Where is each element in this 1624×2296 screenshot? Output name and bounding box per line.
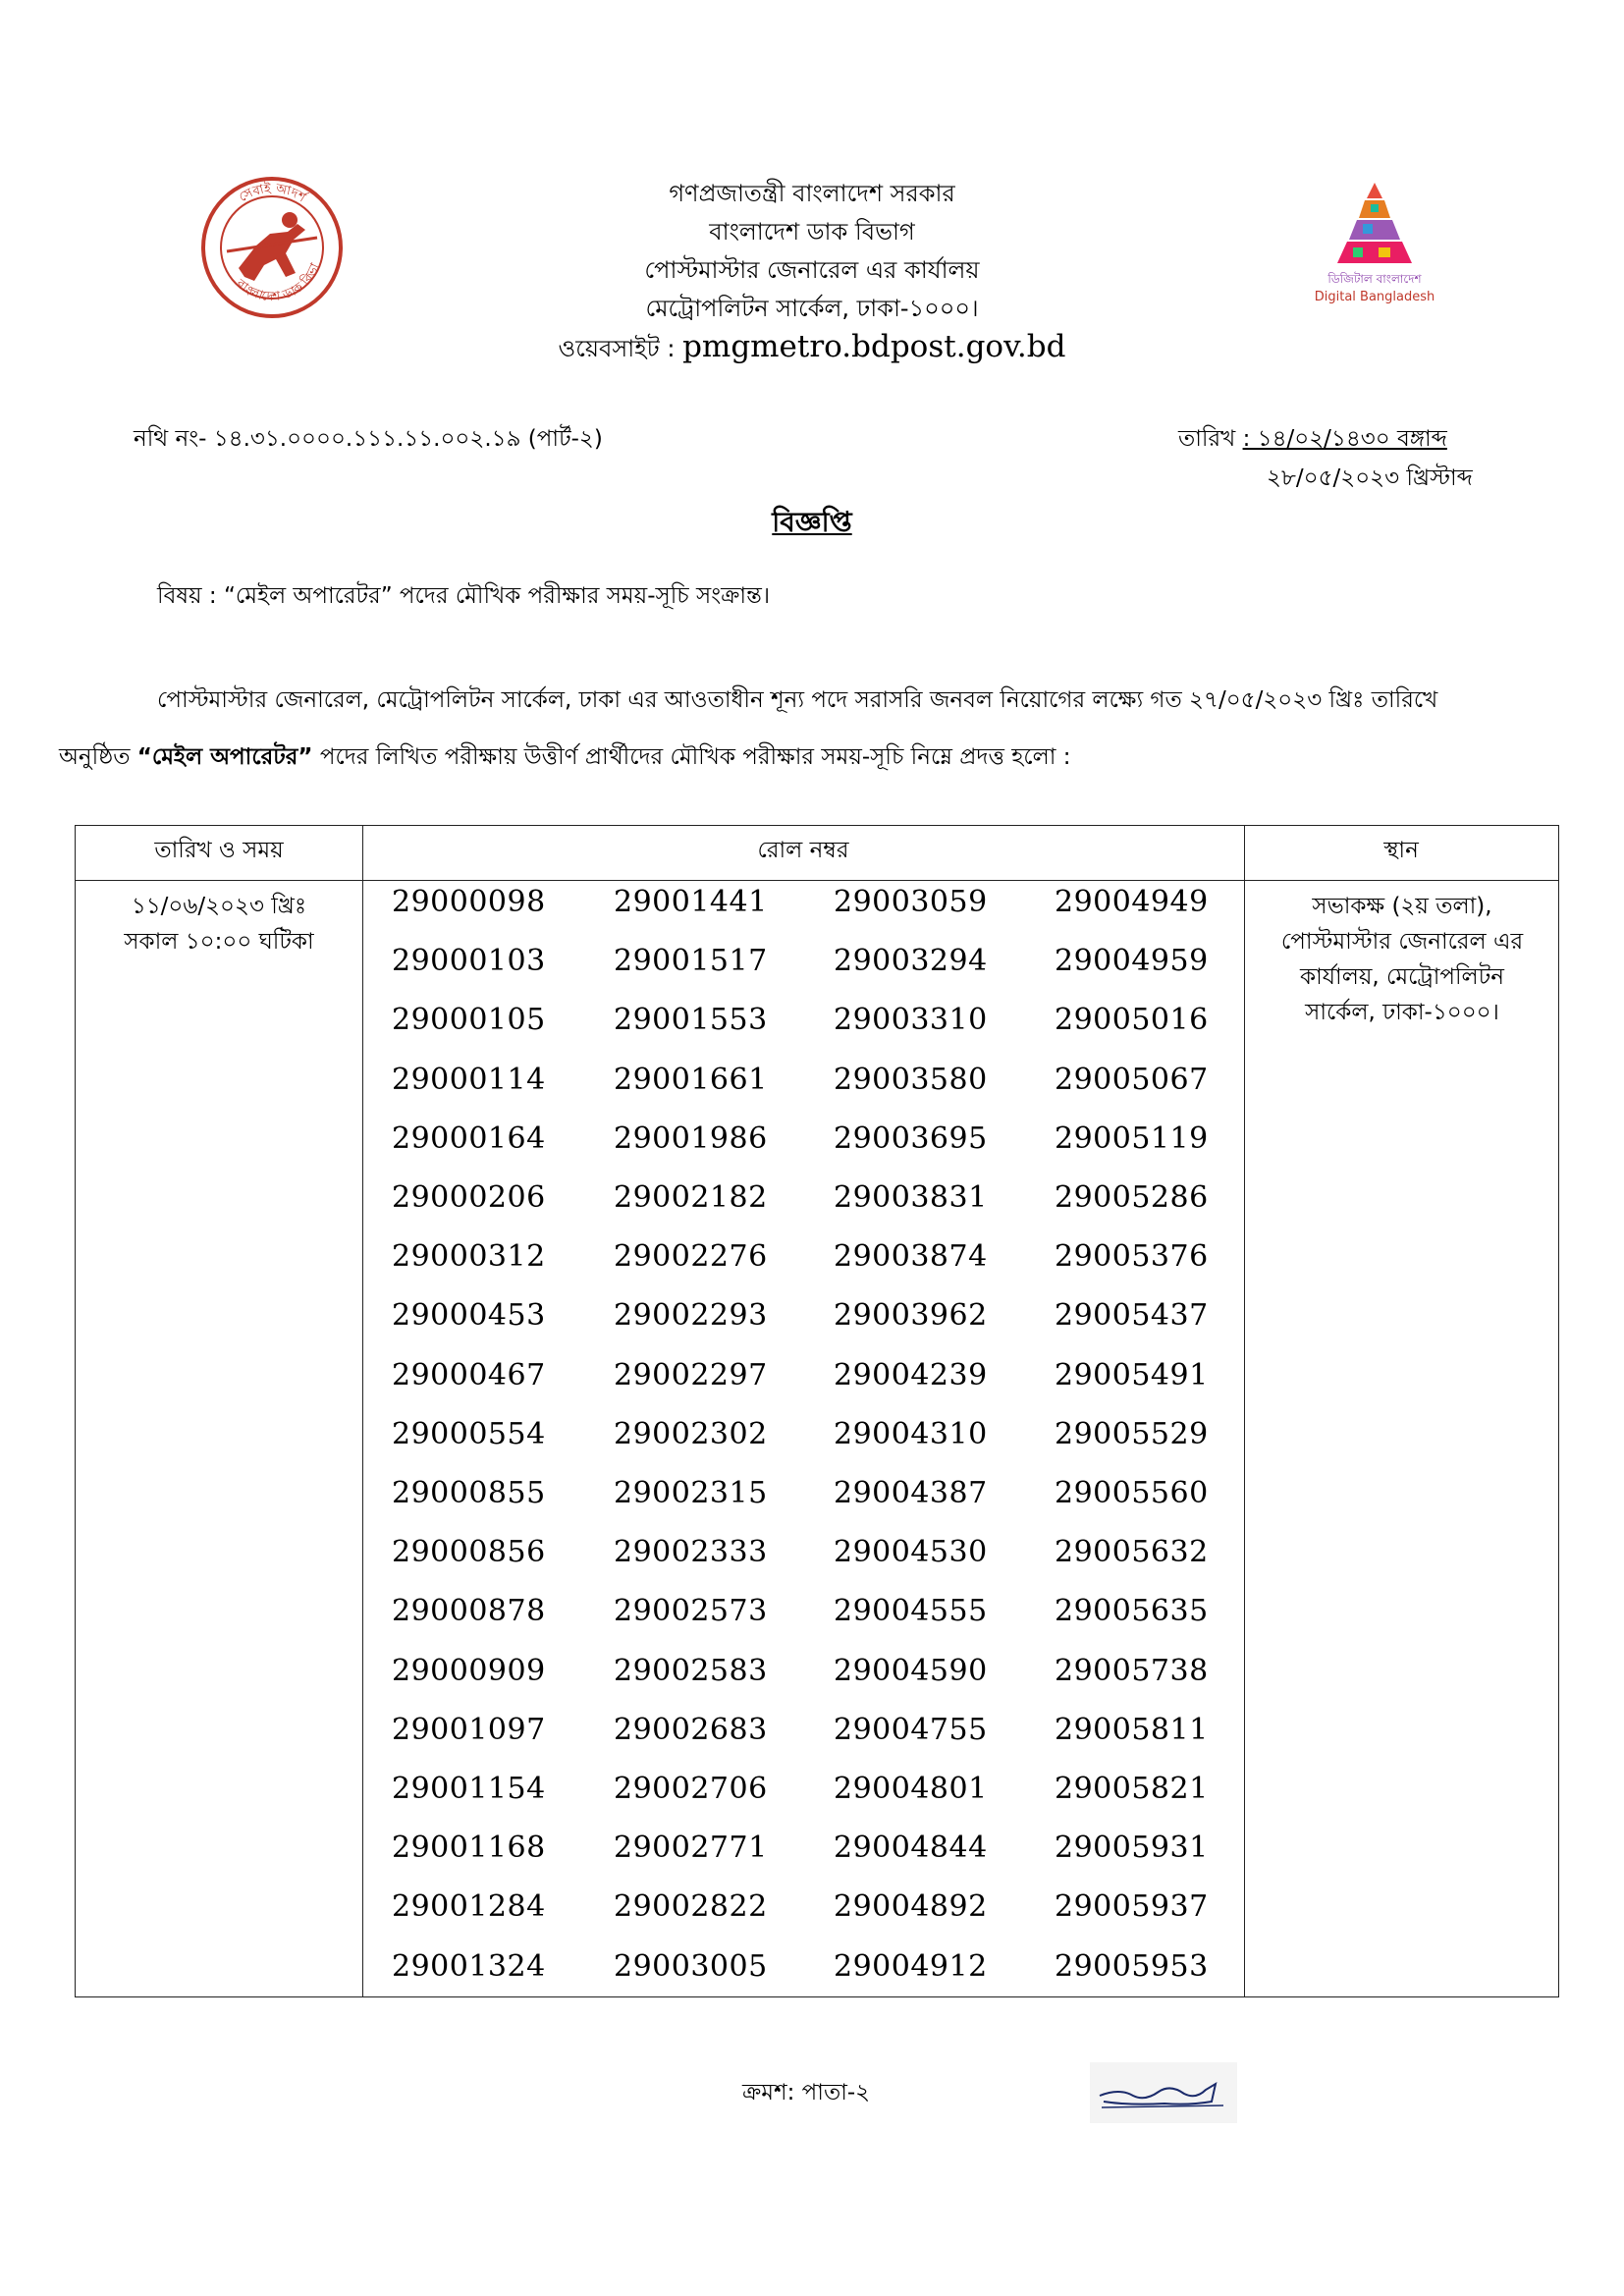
roll-number: 29005376 (1055, 1239, 1209, 1275)
body-pre: অনুষ্ঠিত (59, 744, 131, 770)
body-paragraph-line1: পোস্টমাস্টার জেনারেল, মেট্রোপলিটন সার্কেল, ঢাকা এর আওতাধীন শূন্য পদে সরাসরি জনবল নিয়োগের লক্ষ্যে গত ২৭/০৫/২০২৩ খ্রিঃ তারিখে (157, 687, 1438, 713)
roll-number: 29000164 (392, 1121, 546, 1156)
roll-number: 29005016 (1055, 1003, 1209, 1038)
roll-number: 29000909 (392, 1653, 546, 1688)
roll-number: 29004892 (834, 1889, 988, 1925)
logo-top-text: সেবাই আদর্শ (237, 181, 308, 206)
roll-number: 29001517 (614, 944, 768, 979)
roll-number: 29005953 (1055, 1948, 1209, 1984)
roll-number: 29004387 (834, 1476, 988, 1510)
digital-bangladesh-logo (1306, 179, 1443, 312)
roll-number: 29000114 (392, 1062, 546, 1097)
roll-number: 29000103 (392, 944, 546, 979)
exam-date: ১১/০৬/২০২৩ খ্রিঃ (131, 894, 307, 919)
roll-number: 29004530 (834, 1535, 988, 1570)
roll-number: 29002771 (614, 1831, 768, 1866)
roll-number: 29005119 (1055, 1121, 1209, 1156)
roll-number: 29004310 (834, 1416, 988, 1451)
roll-number: 29004755 (834, 1712, 988, 1747)
roll-number: 29005286 (1055, 1180, 1209, 1215)
table-divider (1244, 826, 1245, 1996)
roll-number: 29001097 (392, 1712, 546, 1747)
roll-number: 29005738 (1055, 1653, 1209, 1688)
roll-number: 29003580 (834, 1062, 988, 1097)
date-bangla: : ১৪/০২/১৪৩০ বঙ্গাব্দ (1242, 426, 1447, 452)
roll-number: 29001661 (614, 1062, 768, 1097)
roll-number: 29002583 (614, 1653, 768, 1688)
roll-number: 29000554 (392, 1416, 546, 1451)
website-link[interactable]: pmgmetro.bdpost.gov.bd (682, 329, 1066, 364)
roll-number: 29002822 (614, 1889, 768, 1925)
roll-number: 29003294 (834, 944, 988, 979)
govt-name: গণপ্রজাতন্ত্রী বাংলাদেশ সরকার (669, 180, 955, 207)
continued-page-note: ক্রমশ: পাতা-২ (742, 2080, 871, 2105)
roll-number: 29000098 (392, 885, 546, 919)
roll-number: 29001441 (614, 885, 768, 919)
roll-number: 29001284 (392, 1889, 546, 1925)
post-name-bold: “মেইল অপারেটর” (136, 744, 313, 770)
roll-number: 29001154 (392, 1772, 546, 1806)
roll-number: 29003310 (834, 1003, 988, 1038)
roll-number: 29004590 (834, 1653, 988, 1688)
roll-number: 29001324 (392, 1948, 546, 1984)
department-name: বাংলাদেশ ডাক বিভাগ (709, 218, 915, 246)
file-number: নথি নং- ১৪.৩১.০০০০.১১১.১১.০০২.১৯ (পার্ট-২) (134, 426, 603, 452)
header-date-time: তারিখ ও সময় (154, 838, 284, 863)
logo-bottom-text: বাংলাদেশ ডাক বিভা (233, 261, 323, 305)
venue-line: পোস্টমাস্টার জেনারেল এর (1280, 929, 1524, 955)
logo-bn-text: ডিজিটাল বাংলাদেশ (1327, 272, 1422, 286)
roll-number: 29000453 (392, 1298, 546, 1334)
venue-line: কার্যালয়, মেট্রোপলিটন (1300, 964, 1504, 990)
schedule-table (75, 825, 1559, 1997)
roll-number: 29003874 (834, 1239, 988, 1275)
table-header-divider (76, 880, 1558, 881)
roll-number: 29004239 (834, 1357, 988, 1393)
roll-number: 29002683 (614, 1712, 768, 1747)
roll-number: 29004555 (834, 1594, 988, 1629)
roll-number: 29002302 (614, 1416, 768, 1451)
letterhead (419, 175, 1205, 368)
roll-number: 29000312 (392, 1239, 546, 1275)
website-label: ওয়েবসাইট : (558, 335, 676, 362)
venue-line: সভাকক্ষ (২য় তলা), (1312, 894, 1492, 919)
roll-number: 29003962 (834, 1298, 988, 1334)
roll-number: 29005811 (1055, 1712, 1209, 1747)
roll-number: 29005067 (1055, 1062, 1209, 1097)
roll-number: 29005931 (1055, 1831, 1209, 1866)
roll-number: 29000105 (392, 1003, 546, 1038)
exam-time: সকাল ১০:০০ ঘটিকা (124, 929, 314, 955)
roll-number: 29002297 (614, 1357, 768, 1393)
roll-number: 29000206 (392, 1180, 546, 1215)
office-address: মেট্রোপলিটন সার্কেল, ঢাকা-১০০০। (645, 295, 979, 322)
roll-number: 29002315 (614, 1476, 768, 1510)
date-label: তারিখ (1178, 426, 1236, 452)
roll-number: 29003695 (834, 1121, 988, 1156)
office-name: পোস্টমাস্টার জেনারেল এর কার্যালয় (644, 256, 980, 284)
body-paragraph-line2 (59, 738, 1070, 777)
roll-number: 29002293 (614, 1298, 768, 1334)
roll-number: 29004912 (834, 1948, 988, 1984)
venue-line: সার্কেল, ঢাকা-১০০০। (1305, 1000, 1499, 1025)
roll-number: 29005529 (1055, 1416, 1209, 1451)
roll-number: 29002182 (614, 1180, 768, 1215)
roll-number: 29005632 (1055, 1535, 1209, 1570)
roll-number: 29002573 (614, 1594, 768, 1629)
roll-number: 29002276 (614, 1239, 768, 1275)
body-post: পদের লিখিত পরীক্ষায় উত্তীর্ণ প্রার্থীদের মৌখিক পরীক্ষার সময়-সূচি নিম্নে প্রদত্ত হলো : (319, 744, 1071, 770)
signature (1090, 2062, 1237, 2123)
roll-number: 29004844 (834, 1831, 988, 1866)
notice-title: বিজ্ঞপ্তি (772, 506, 852, 538)
roll-number: 29003059 (834, 885, 988, 919)
date-english: ২৮/০৫/২০২৩ খ্রিস্টাব্দ (1267, 465, 1473, 491)
roll-number: 29000856 (392, 1535, 546, 1570)
date-bangla-line (1178, 420, 1447, 459)
roll-number: 29003005 (614, 1948, 768, 1984)
table-divider (362, 826, 363, 1996)
roll-number: 29002706 (614, 1772, 768, 1806)
roll-number: 29000878 (392, 1594, 546, 1629)
roll-number: 29000467 (392, 1357, 546, 1393)
header-roll-number: রোল নম্বর (757, 838, 849, 863)
roll-number: 29001168 (392, 1831, 546, 1866)
roll-number: 29000855 (392, 1476, 546, 1510)
roll-number: 29001553 (614, 1003, 768, 1038)
roll-number: 29005560 (1055, 1476, 1209, 1510)
exam-date-cell (76, 889, 362, 959)
roll-number: 29003831 (834, 1180, 988, 1215)
roll-number: 29005491 (1055, 1357, 1209, 1393)
roll-number: 29004801 (834, 1772, 988, 1806)
roll-number: 29005635 (1055, 1594, 1209, 1629)
venue-cell (1246, 889, 1558, 1030)
header-venue: স্থান (1383, 838, 1419, 863)
roll-number: 29004959 (1055, 944, 1209, 979)
roll-number: 29002333 (614, 1535, 768, 1570)
roll-number: 29004949 (1055, 885, 1209, 919)
bangladesh-post-logo (199, 175, 345, 320)
roll-number: 29005821 (1055, 1772, 1209, 1806)
roll-number: 29001986 (614, 1121, 768, 1156)
website-line (419, 328, 1205, 368)
logo-en-text: Digital Bangladesh (1314, 290, 1435, 304)
roll-number: 29005937 (1055, 1889, 1209, 1925)
subject-line: বিষয় : “মেইল অপারেটর” পদের মৌখিক পরীক্ষার সময়-সূচি সংক্রান্ত। (157, 583, 771, 609)
roll-number: 29005437 (1055, 1298, 1209, 1334)
